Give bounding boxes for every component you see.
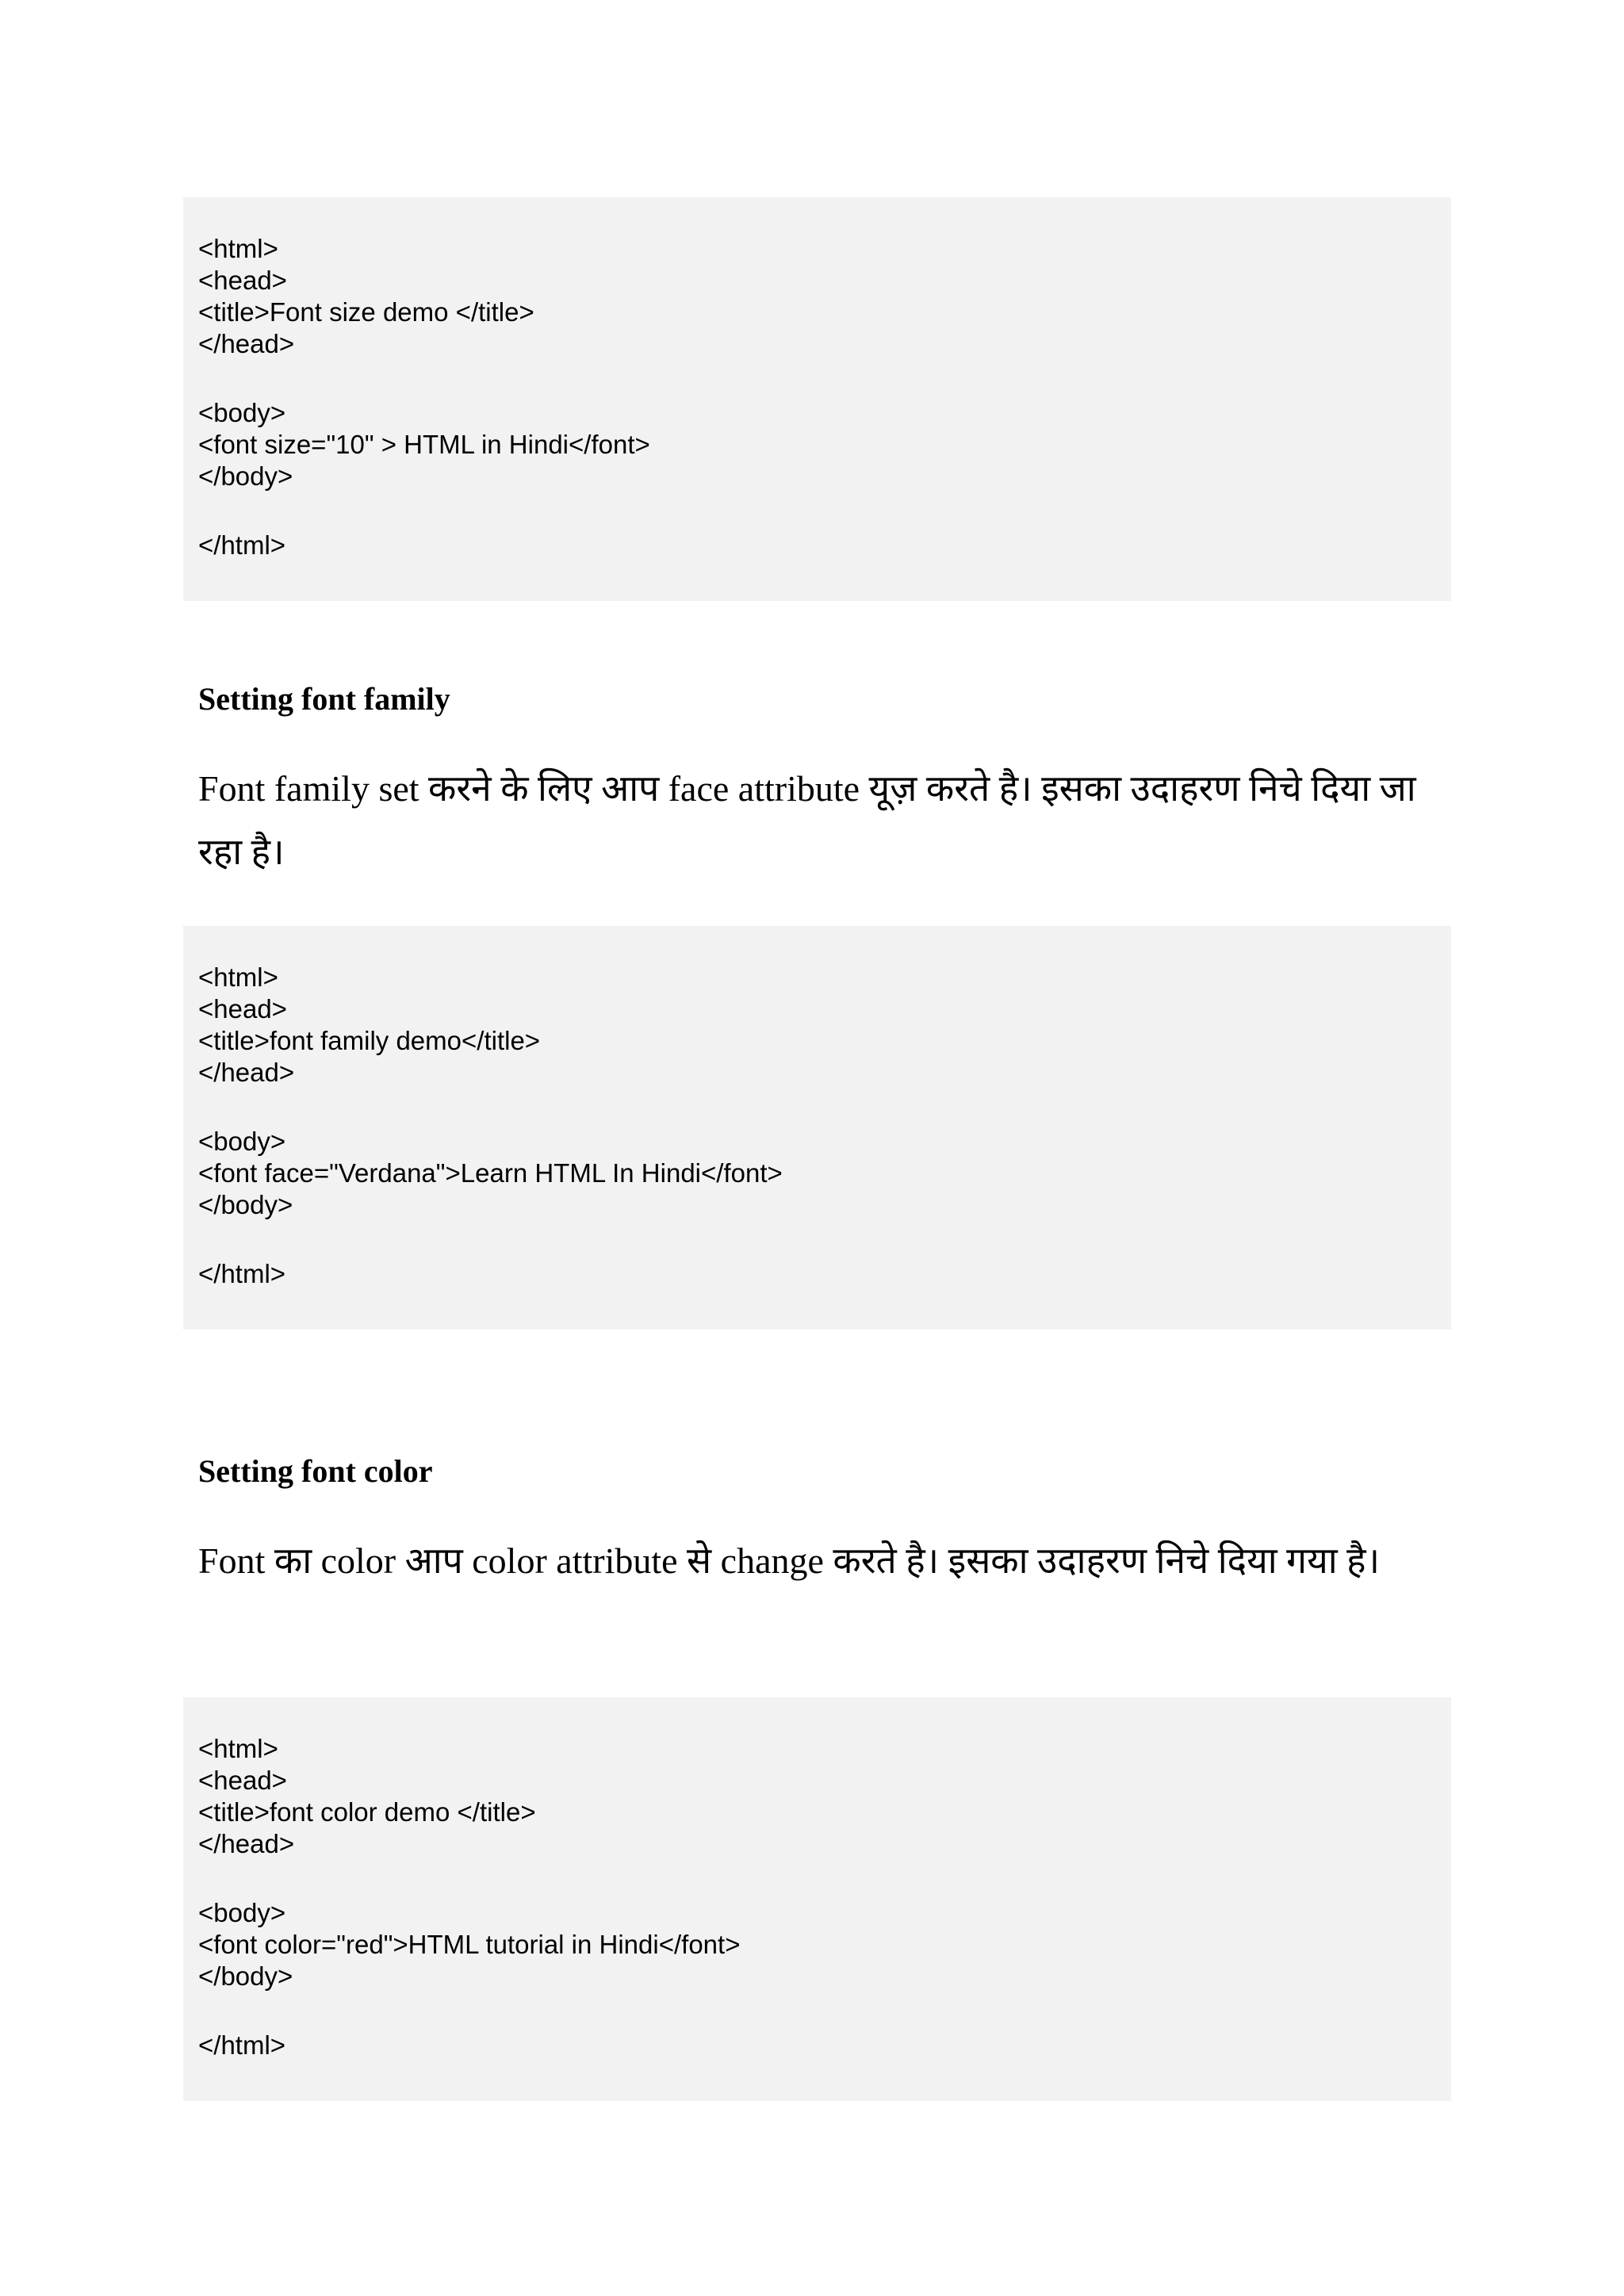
code-spacer bbox=[198, 360, 1436, 397]
code-line: </html> bbox=[198, 1259, 286, 1288]
paragraph-font-color: Font का color आप color attribute से change करते है। इसका उदाहरण निचे दिया गया है। bbox=[198, 1540, 1381, 1581]
code-line: <head> bbox=[198, 266, 287, 295]
code-line: <title>Font size demo </title> bbox=[198, 297, 534, 327]
code-spacer bbox=[198, 1992, 1436, 2030]
code-lines bbox=[198, 962, 1436, 1290]
code-line: <html> bbox=[198, 962, 278, 992]
paragraph-font-family: Font family set करने के लिए आप face attribute यूज़ करते है। इसका उदाहरण निचे दिया जा रहा है। bbox=[198, 768, 1416, 872]
code-spacer bbox=[198, 1089, 1436, 1126]
code-line: </head> bbox=[198, 1829, 295, 1858]
code-line: <body> bbox=[198, 1898, 286, 1927]
code-line: <title>font family demo</title> bbox=[198, 1026, 541, 1055]
code-line: </html> bbox=[198, 2030, 286, 2060]
code-line: <html> bbox=[198, 1734, 278, 1763]
code-block-font-size bbox=[183, 197, 1451, 601]
code-block-font-color bbox=[183, 1697, 1451, 2101]
code-lines bbox=[198, 233, 1436, 561]
code-line: </head> bbox=[198, 329, 295, 358]
section-heading-font-family: Setting font family bbox=[198, 681, 450, 717]
code-line: <html> bbox=[198, 234, 278, 263]
code-line: </body> bbox=[198, 1961, 293, 1991]
code-line: </body> bbox=[198, 461, 293, 491]
code-line: <font color="red">HTML tutorial in Hindi</font> bbox=[198, 1930, 741, 1959]
code-line: <title>font color demo </title> bbox=[198, 1797, 536, 1827]
code-line: <font face="Verdana">Learn HTML In Hindi</font> bbox=[198, 1158, 783, 1188]
code-lines bbox=[198, 1733, 1436, 2061]
code-spacer bbox=[198, 1221, 1436, 1258]
code-line: </body> bbox=[198, 1190, 293, 1219]
code-line: <body> bbox=[198, 1127, 286, 1156]
code-line: </head> bbox=[198, 1058, 295, 1087]
code-line: <font size="10" > HTML in Hindi</font> bbox=[198, 430, 650, 459]
code-line: <head> bbox=[198, 994, 287, 1024]
code-line: <head> bbox=[198, 1766, 287, 1795]
code-spacer bbox=[198, 492, 1436, 530]
code-spacer bbox=[198, 1860, 1436, 1897]
code-line: </html> bbox=[198, 530, 286, 560]
code-line: <body> bbox=[198, 398, 286, 427]
section-heading-font-color: Setting font color bbox=[198, 1453, 433, 1489]
code-block-font-family bbox=[183, 926, 1451, 1330]
